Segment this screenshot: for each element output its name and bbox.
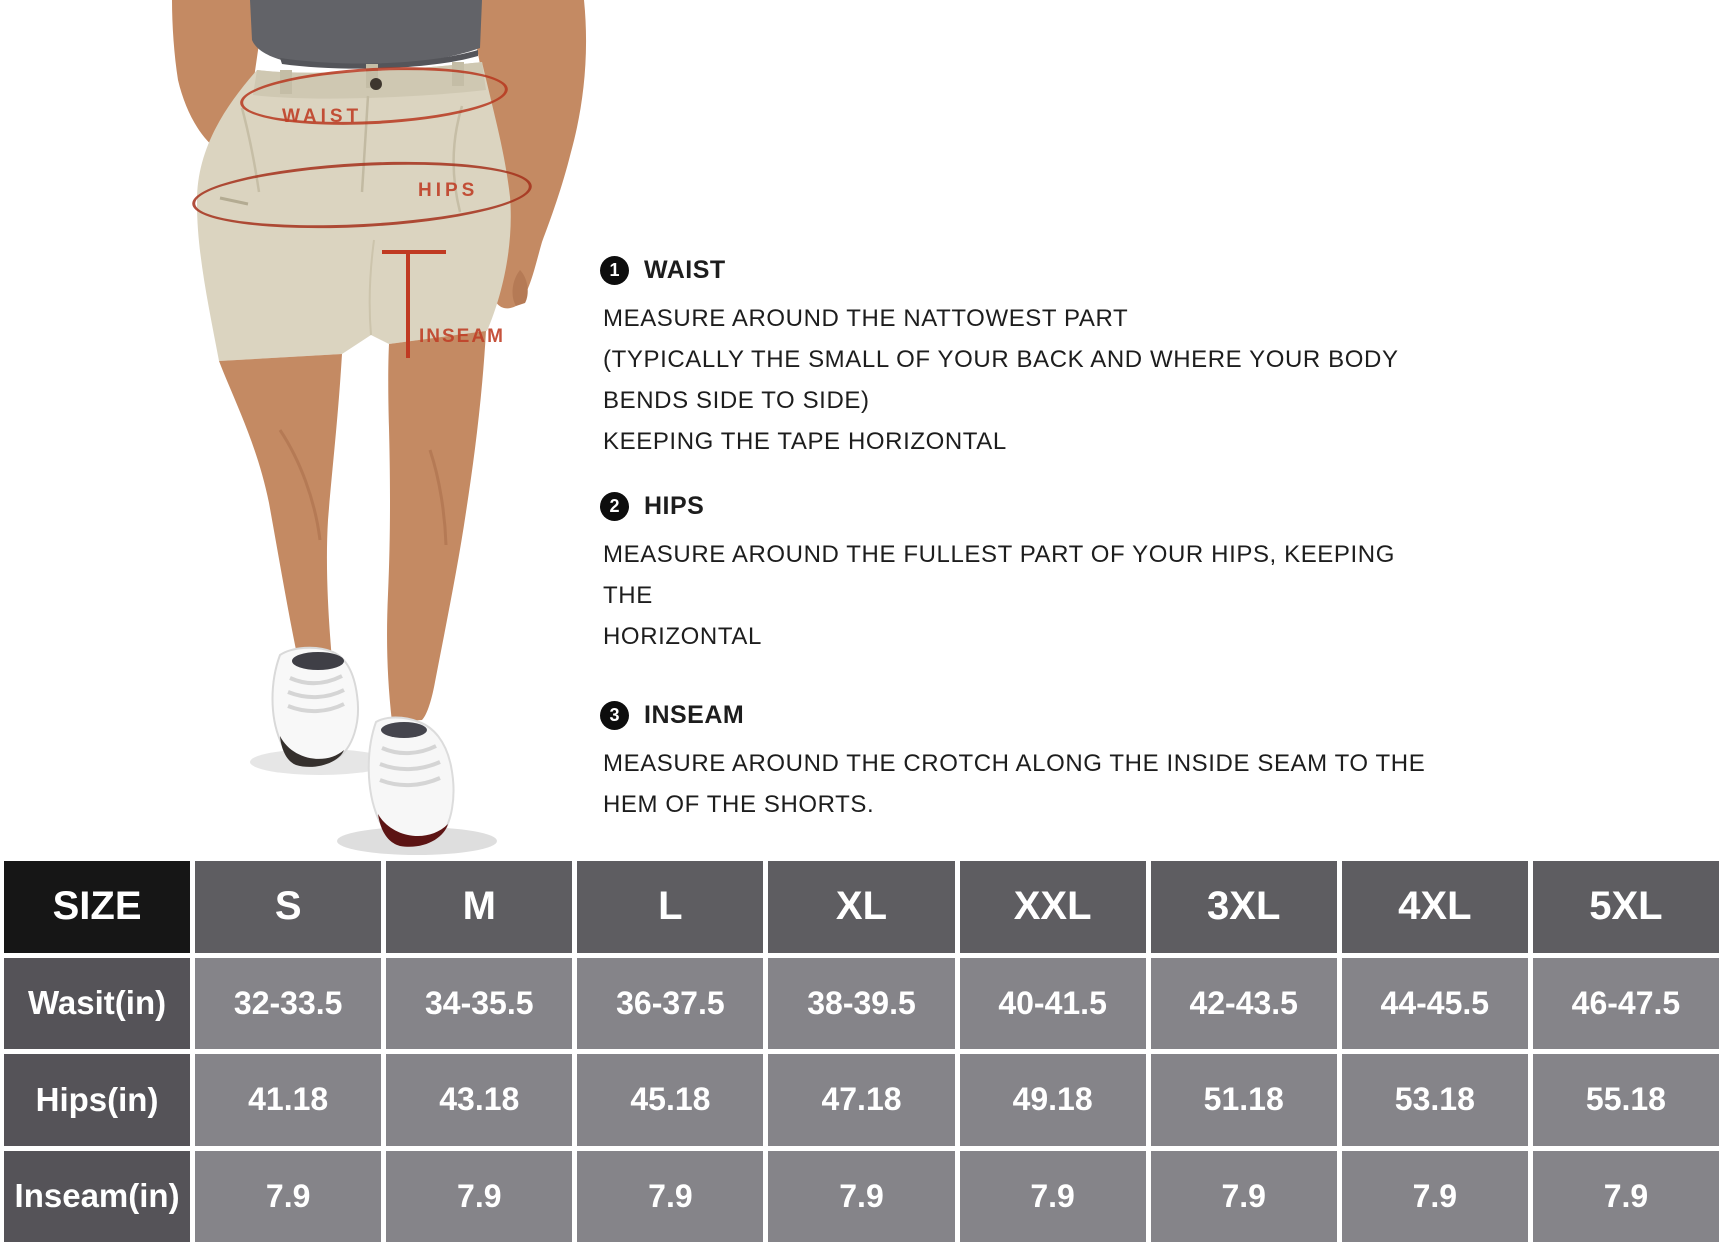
- waist-value-4xl: 44-45.5: [1342, 958, 1528, 1050]
- size-chart-header-m: M: [386, 861, 572, 953]
- shirt: [250, 0, 482, 66]
- instruction-line: HEM OF THE SHORTS.: [603, 791, 875, 818]
- size-chart-header-3xl: 3XL: [1151, 861, 1337, 953]
- size-chart-header-5xl: 5XL: [1533, 861, 1719, 953]
- waist-annotation-label: WAIST: [282, 106, 363, 127]
- instruction-line: BENDS SIDE TO SIDE): [603, 387, 870, 414]
- waist-value-m: 34-35.5: [386, 958, 572, 1050]
- instruction-line: MEASURE AROUND THE FULLEST PART OF YOUR HIPS, KEEPING THE: [603, 541, 1395, 609]
- inseam-value-xl: 7.9: [768, 1151, 954, 1243]
- hips-value-l: 45.18: [577, 1054, 763, 1146]
- inseam-value-m: 7.9: [386, 1151, 572, 1243]
- button: [370, 78, 382, 90]
- size-chart-header-xl: XL: [768, 861, 954, 953]
- inseam-value-5xl: 7.9: [1533, 1151, 1719, 1243]
- size-chart-header-s: S: [195, 861, 381, 953]
- hips-value-3xl: 51.18: [1151, 1054, 1337, 1146]
- step-body: [603, 298, 1430, 462]
- step-title: WAIST: [644, 255, 726, 284]
- size-chart-header-size: SIZE: [4, 861, 190, 953]
- waist-value-5xl: 46-47.5: [1533, 958, 1719, 1050]
- belt-loop: [452, 62, 464, 86]
- waist-value-l: 36-37.5: [577, 958, 763, 1050]
- instruction-step-hips: [600, 488, 1430, 657]
- row-label-waist: Wasit(in): [4, 958, 190, 1050]
- instruction-step-inseam: [600, 697, 1430, 825]
- instruction-line: MEASURE AROUND THE NATTOWEST PART: [603, 305, 1129, 332]
- measuring-instructions: [600, 252, 1430, 825]
- model-photo: [130, 0, 600, 860]
- inseam-value-4xl: 7.9: [1342, 1151, 1528, 1243]
- shoe-opening: [381, 722, 427, 738]
- step-number-badge: 2: [600, 492, 629, 521]
- right-leg: [387, 331, 486, 722]
- size-chart-table: [0, 858, 1723, 1246]
- step-body: [603, 534, 1430, 657]
- size-chart-header-l: L: [577, 861, 763, 953]
- instruction-line: (TYPICALLY THE SMALL OF YOUR BACK AND WHERE YOUR BODY: [603, 346, 1399, 373]
- row-label-inseam: Inseam(in): [4, 1151, 190, 1243]
- step-heading: [600, 697, 1430, 733]
- hips-value-s: 41.18: [195, 1054, 381, 1146]
- inseam-value-l: 7.9: [577, 1151, 763, 1243]
- waist-value-s: 32-33.5: [195, 958, 381, 1050]
- size-chart-header-4xl: 4XL: [1342, 861, 1528, 953]
- step-heading: [600, 252, 1430, 288]
- inseam-annotation-label: INSEAM: [419, 326, 505, 347]
- instruction-line: KEEPING THE TAPE HORIZONTAL: [603, 428, 1007, 455]
- inseam-value-xxl: 7.9: [960, 1151, 1146, 1243]
- step-body: [603, 743, 1430, 825]
- waist-value-3xl: 42-43.5: [1151, 958, 1337, 1050]
- step-heading: [600, 488, 1430, 524]
- row-label-hips: Hips(in): [4, 1054, 190, 1146]
- hips-annotation-label: HIPS: [418, 180, 479, 201]
- step-title: HIPS: [644, 491, 705, 520]
- inseam-value-s: 7.9: [195, 1151, 381, 1243]
- hips-value-xxl: 49.18: [960, 1054, 1146, 1146]
- hips-value-m: 43.18: [386, 1054, 572, 1146]
- waist-value-xl: 38-39.5: [768, 958, 954, 1050]
- hips-value-5xl: 55.18: [1533, 1054, 1719, 1146]
- inseam-value-3xl: 7.9: [1151, 1151, 1337, 1243]
- instruction-line: MEASURE AROUND THE CROTCH ALONG THE INSIDE SEAM TO THE: [603, 750, 1426, 777]
- instruction-step-waist: [600, 252, 1430, 462]
- size-chart-header-xxl: XXL: [960, 861, 1146, 953]
- model-illustration: [130, 0, 600, 860]
- shoe-opening: [292, 652, 344, 670]
- belt-loop: [280, 70, 292, 94]
- hips-value-xl: 47.18: [768, 1054, 954, 1146]
- step-number-badge: 3: [600, 701, 629, 730]
- hips-value-4xl: 53.18: [1342, 1054, 1528, 1146]
- step-number-badge: 1: [600, 256, 629, 285]
- waist-value-xxl: 40-41.5: [960, 958, 1146, 1050]
- left-leg: [219, 354, 342, 664]
- step-title: INSEAM: [644, 700, 745, 729]
- shorts: [197, 62, 511, 361]
- instruction-line: HORIZONTAL: [603, 623, 762, 650]
